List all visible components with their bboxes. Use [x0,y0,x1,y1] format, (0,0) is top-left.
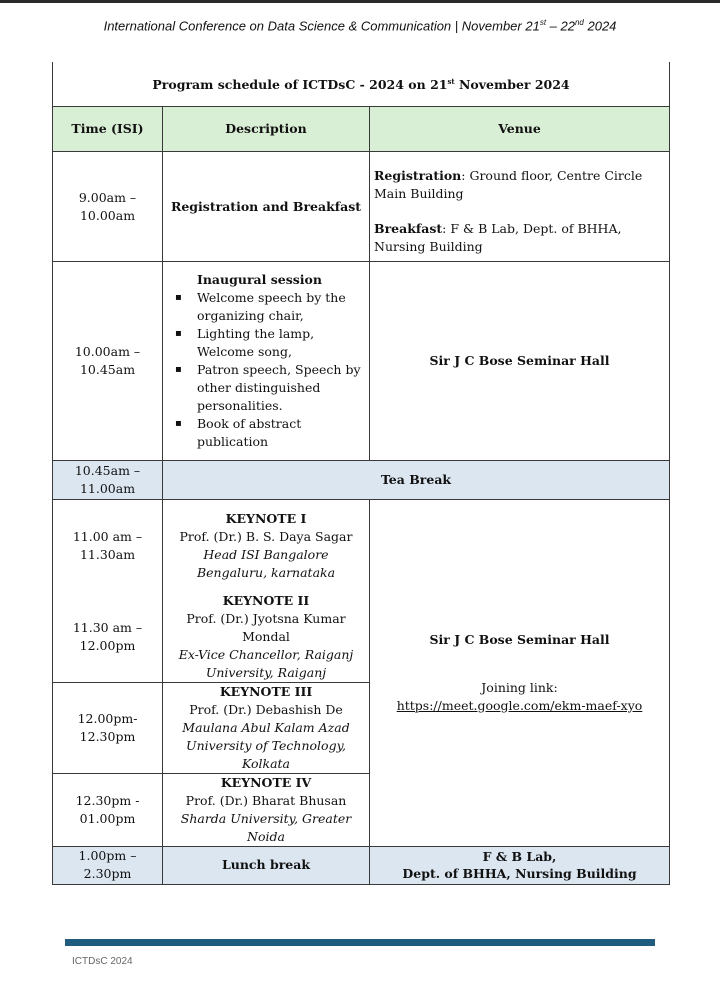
joining-label: Joining link: [481,679,558,695]
description-cell: Registration and Breakfast [163,152,370,262]
venue-cell [370,152,670,262]
header-text: International Conference on Data Science & Communication | November 21 [103,18,540,34]
col-header-venue: Venue [370,107,670,152]
header-sup-1: st [539,18,547,27]
keynote-title: KEYNOTE I [225,510,307,526]
schedule-table [52,62,670,885]
keynote-title: KEYNOTE III [219,683,313,699]
time-cell: 9.00am – 10.00am [53,152,163,262]
footer-text: ICTDsC 2024 [72,956,133,967]
joining-link[interactable]: https://meet.google.com/ekm-maef-xyo [396,697,643,713]
table-row [53,461,670,500]
speaker-name: Prof. (Dr.) Debashish De [189,701,343,717]
description-cell [163,682,370,773]
speaker-affiliation: University, Raiganj [205,664,327,680]
description-cell [163,592,370,683]
page-header [0,18,720,33]
time-cell: 10.45am – 11.00am [53,461,163,500]
schedule-title-row [53,62,670,107]
time-cell: 11.30 am – 12.00pm [53,592,163,683]
time-cell: 10.00am – 10.45am [53,262,163,461]
description-cell [163,262,370,461]
keynote-venue-hall: Sir J C Bose Seminar Hall [429,631,610,647]
list-item: ▪ Lighting the lamp, Welcome song, [197,325,367,361]
header-year: 2024 [583,18,617,34]
table-row [53,262,670,461]
speaker-affiliation: University of Technology, Kolkata [186,737,346,771]
list-item: ▪ Book of abstract publication [197,415,367,451]
speaker-affiliation: Bengaluru, karnataka [196,564,336,580]
header-sup-2: nd [574,18,584,27]
speaker-affiliation: Maulana Abul Kalam Azad [182,719,350,735]
description-cell [163,773,370,846]
table-row [53,846,670,884]
speaker-name: Prof. (Dr.) B. S. Daya Sagar [179,528,353,544]
speaker-affiliation: Head ISI Bangalore [203,546,329,562]
col-header-time: Time (ISI) [53,107,163,152]
top-rule [0,0,720,3]
speaker-affiliation: Sharda University, Greater Noida [180,810,352,844]
venue-cell: F & B Lab, Dept. of BHHA, Nursing Building [370,846,670,884]
speaker-name: Prof. (Dr.) Jyotsna Kumar Mondal [186,610,346,644]
tea-break-cell: Tea Break [163,461,670,500]
venue-cell: Sir J C Bose Seminar Hall [370,262,670,461]
speaker-name: Prof. (Dr.) Bharat Bhusan [185,792,347,808]
time-cell: 12.00pm- 12.30pm [53,682,163,773]
keynote-title: KEYNOTE IV [220,774,312,790]
header-row [53,107,670,152]
time-cell: 11.00 am – 11.30am [53,500,163,592]
keynote-title: KEYNOTE II [222,592,310,608]
header-dash: – 22 [546,18,575,34]
time-cell: 12.30pm - 01.00pm [53,773,163,846]
session-title: Inaugural session [197,272,322,287]
venue-registration: Registration: Ground floor, Centre Circle Main Building [374,168,643,201]
list-item: ▪ Patron speech, Speech by other distinguished personalities. [197,361,367,415]
list-item: ▪ Welcome speech by the organizing chair, [197,289,367,325]
col-header-description: Description [163,107,370,152]
description-cell [163,500,370,592]
footer-bar [65,939,655,946]
description-cell: Lunch break [163,846,370,884]
venue-breakfast: Breakfast: F & B Lab, Dept. of BHHA, Nursing Building [374,221,622,254]
keynote-venue-cell [370,500,670,847]
table-row [53,152,670,262]
schedule-title: Program schedule of ICTDsC - 2024 on 21st November 2024 [53,62,670,107]
speaker-affiliation: Ex-Vice Chancellor, Raiganj [178,646,354,662]
table-row [53,500,670,592]
session-items [165,289,367,451]
time-cell: 1.00pm – 2.30pm [53,846,163,884]
